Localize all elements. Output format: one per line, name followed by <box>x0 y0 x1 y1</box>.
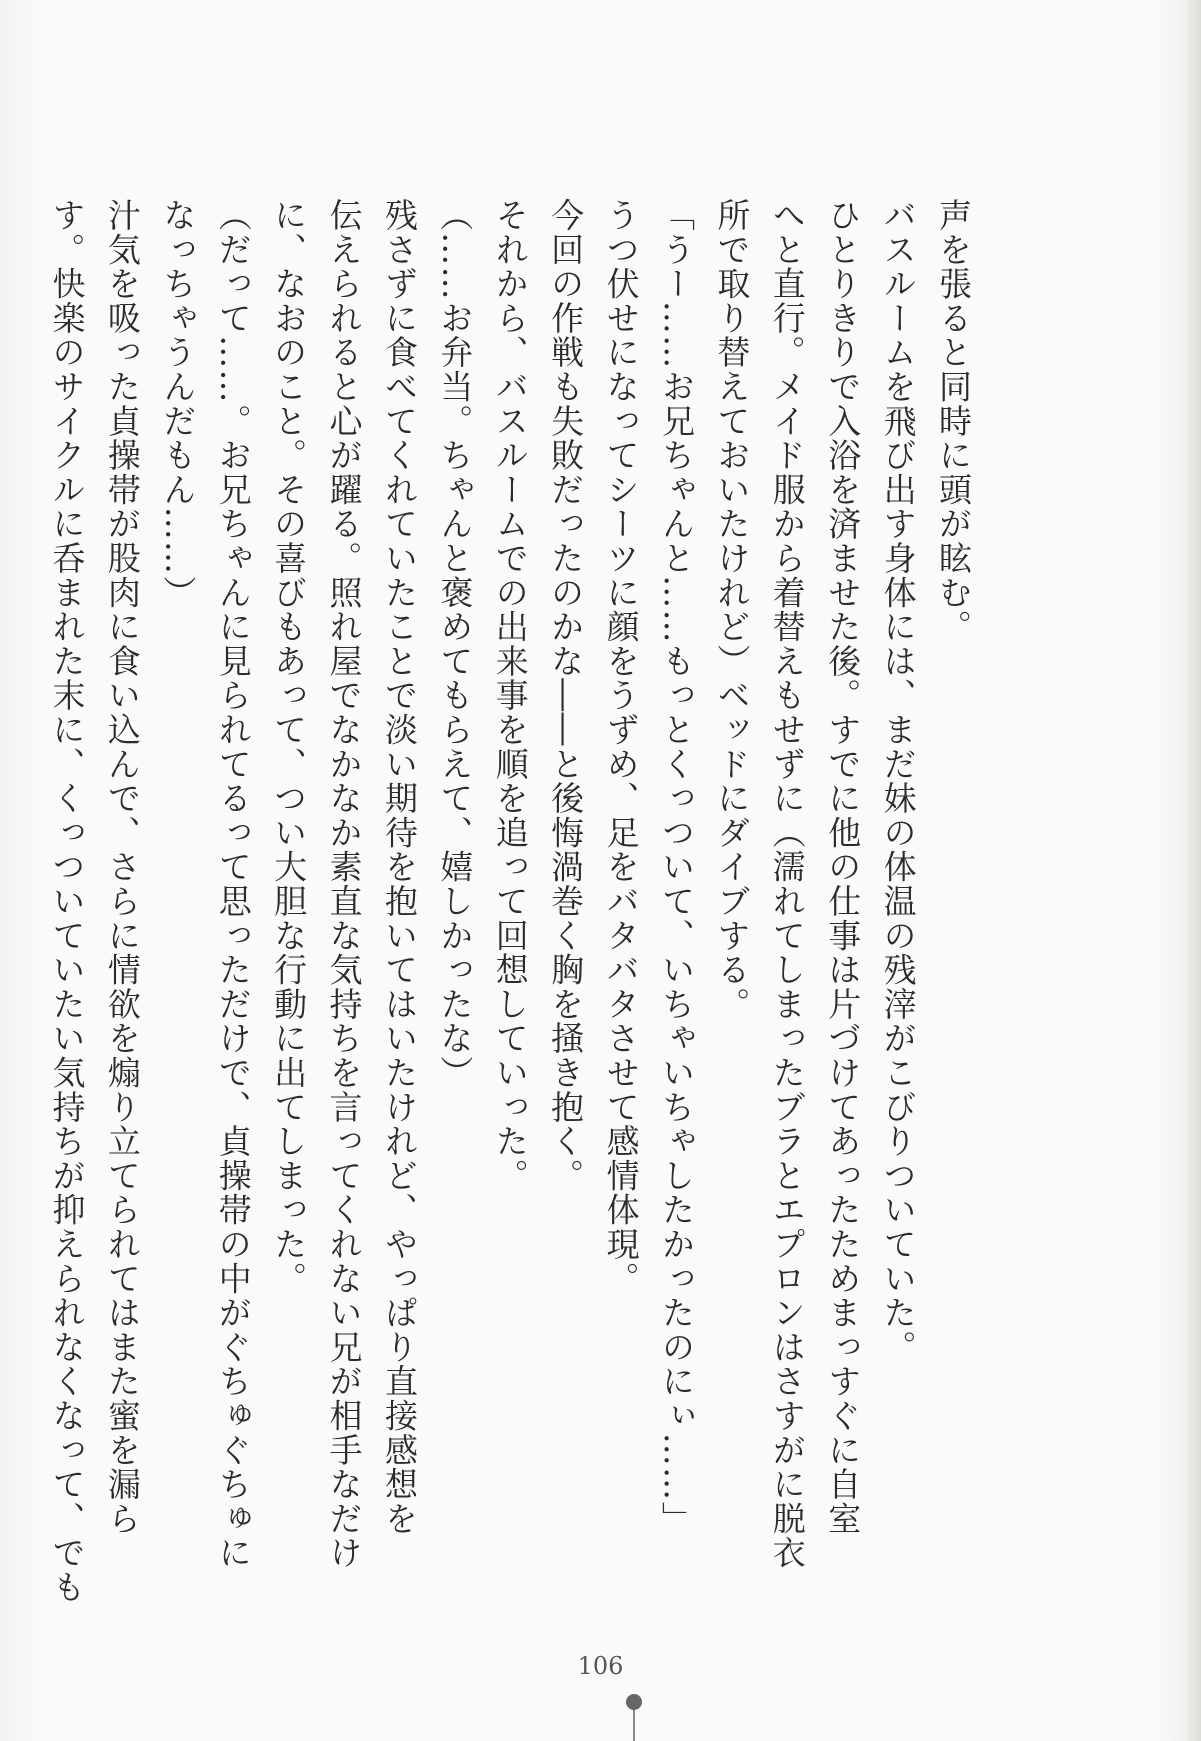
page-edge-shadow <box>1187 0 1201 1741</box>
text-line: に、なおのこと。その喜びもあって、つい大胆な行動に出てしまった。 <box>269 198 309 1296</box>
text-line: バスルームを飛び出す身体には、まだ妹の体温の残滓がこびりついていた。 <box>878 198 918 1365</box>
text-line: 今回の作戦も失敗だったのかな――と後悔渦巻く胸を掻き抱く。 <box>546 198 586 1193</box>
text-line: す。快楽のサイクルに呑まれた末に、くっついていたい気持ちが抑えられなくなって、でも <box>47 198 87 1605</box>
text-line: （だって……。お兄ちゃんに見られてるって思っただけで、貞操帯の中がぐちゅぐちゅに <box>213 198 253 1570</box>
text-line: なっちゃうんだもん……） <box>158 198 198 610</box>
text-line: へと直行。メイド服から着替えもせずに（濡れてしまったブラとエプロンはさすがに脱衣 <box>767 198 807 1570</box>
text-line: 「うー……お兄ちゃんと……もっとくっついて、いちゃいちゃしたかったのにぃ……」 <box>656 198 696 1536</box>
text-line: 汁気を吸った貞操帯が股肉に食い込んで、さらに情欲を煽り立てられてはまた蜜を漏ら <box>102 198 142 1536</box>
text-line: それから、バスルームでの出来事を順を追って回想していった。 <box>490 198 530 1193</box>
text-line: 所で取り替えておいたけれど）ベッドにダイブする。 <box>712 198 752 1022</box>
vertical-text-body <box>47 198 981 1605</box>
page-marker-dot-icon <box>626 1694 642 1710</box>
text-line: 声を張ると同時に頭が眩む。 <box>934 198 973 644</box>
page-number: 106 <box>577 1652 624 1680</box>
text-line: ひとりきりで入浴を済ませた後。すでに他の仕事は片づけてあったためまっすぐに自室 <box>823 198 863 1536</box>
text-line: （……お弁当。ちゃんと褒めてもらえて、嬉しかったな） <box>435 198 475 1090</box>
page-marker-stem <box>633 1710 635 1741</box>
text-line: 残さずに食べてくれていたことで淡い期待を抱いてはいたけれど、やっぱり直接感想を <box>379 198 419 1536</box>
text-line: うつ伏せになってシーツに顔をうずめ、足をバタバタさせて感情体現。 <box>601 198 641 1296</box>
text-line: 伝えられると心が躍る。照れ屋でなかなか素直な気持ちを言ってくれない兄が相手なだけ <box>324 198 364 1570</box>
